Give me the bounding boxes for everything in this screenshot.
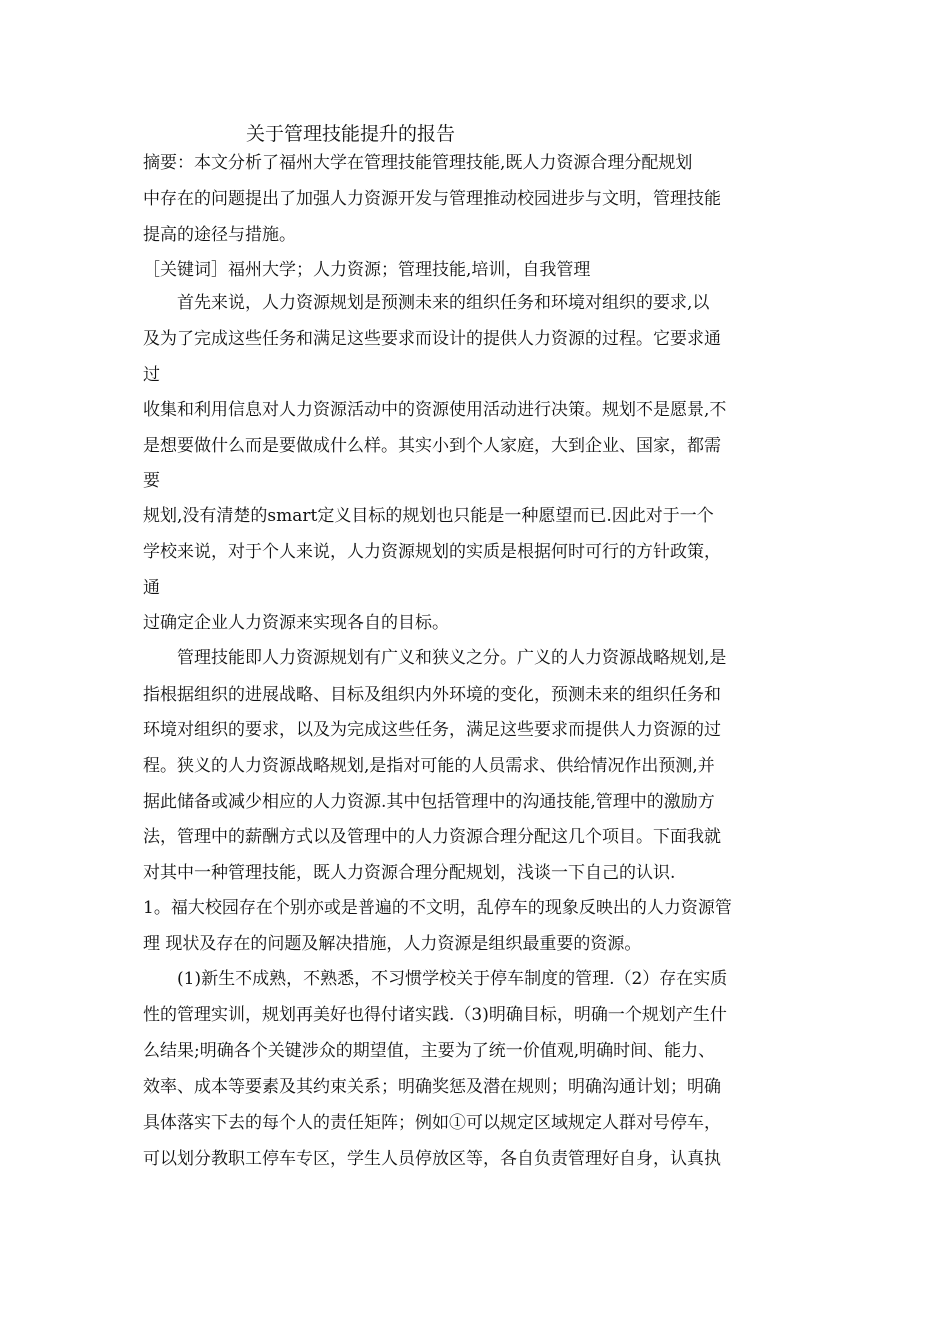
- paragraph-line: 效率、成本等要素及其约束关系；明确奖惩及潜在规则；明确沟通计划；明确: [143, 1077, 721, 1097]
- paragraph-line: 环境对组织的要求，以及为完成这些任务，满足这些要求而提供人力资源的过: [143, 720, 721, 740]
- paragraph-line: 法，管理中的薪酬方式以及管理中的人力资源合理分配这几个项目。下面我就: [143, 827, 721, 847]
- paragraph-line: 对其中一种管理技能，既人力资源合理分配规划，浅谈一下自己的认识.: [143, 863, 676, 883]
- paragraph-line: 程。狭义的人力资源战略规划,是指对可能的人员需求、供给情况作出预测,并: [143, 756, 715, 776]
- paragraph-line: 过确定企业人力资源来实现各自的目标。: [143, 613, 449, 633]
- paragraph-line: 可以划分教职工停车专区，学生人员停放区等，各自负责管理好自身，认真执: [143, 1149, 721, 1169]
- paragraph-line: 及为了完成这些任务和满足这些要求而设计的提供人力资源的过程。它要求通: [143, 329, 721, 349]
- paragraph-line: 具体落实下去的每个人的责任矩阵；例如①可以规定区域规定人群对号停车，: [143, 1113, 721, 1133]
- paragraph-line: 性的管理实训，规划再美好也得付诸实践.（3)明确目标，明确一个规划产生什: [143, 1005, 727, 1025]
- paragraph-line: 是想要做什么而是要做成什么样。其实小到个人家庭，大到企业、国家，都需: [143, 436, 721, 456]
- paragraph-line: 规划,没有清楚的smart定义目标的规划也只能是一种愿望而已.因此对于一个: [143, 506, 714, 526]
- paragraph-line: 据此储备或减少相应的人力资源.其中包括管理中的沟通技能,管理中的激励方: [143, 792, 715, 812]
- section-heading-line: 1。福大校园存在个别亦或是普遍的不文明，乱停车的现象反映出的人力资源管: [143, 898, 732, 918]
- document-title: 关于管理技能提升的报告: [246, 123, 456, 145]
- paragraph-line: 指根据组织的进展战略、目标及组织内外环境的变化，预测未来的组织任务和: [143, 685, 721, 705]
- paragraph-line: 学校来说，对于个人来说，人力资源规划的实质是根据何时可行的方针政策，: [143, 542, 721, 562]
- paragraph-line: 管理技能即人力资源规划有广义和狭义之分。广义的人力资源战略规划,是: [177, 648, 727, 668]
- paragraph-line: 通: [143, 578, 160, 598]
- section-heading-line: 理 现状及存在的问题及解决措施，人力资源是组织最重要的资源。: [143, 934, 642, 954]
- paragraph-line: 过: [143, 365, 160, 385]
- paragraph-line: 收集和利用信息对人力资源活动中的资源使用活动进行决策。规划不是愿景,不: [143, 400, 727, 420]
- paragraph-line: 要: [143, 471, 160, 491]
- keywords-line: ［关键词］福州大学；人力资源；管理技能,培训，自我管理: [143, 260, 591, 280]
- abstract-line-1: 摘要：本文分析了福州大学在管理技能管理技能,既人力资源合理分配规划: [143, 153, 693, 173]
- abstract-line-3: 提高的途径与措施。: [143, 225, 296, 245]
- paragraph-line: 么结果;明确各个关键涉众的期望值，主要为了统一价值观,明确时间、能力、: [143, 1041, 716, 1061]
- abstract-line-2: 中存在的问题提出了加强人力资源开发与管理推动校园进步与文明，管理技能: [143, 189, 721, 209]
- paragraph-line: 首先来说，人力资源规划是预测未来的组织任务和环境对组织的要求,以: [177, 293, 710, 313]
- paragraph-line: (1)新生不成熟，不熟悉，不习惯学校关于停车制度的管理.（2）存在实质: [177, 969, 728, 989]
